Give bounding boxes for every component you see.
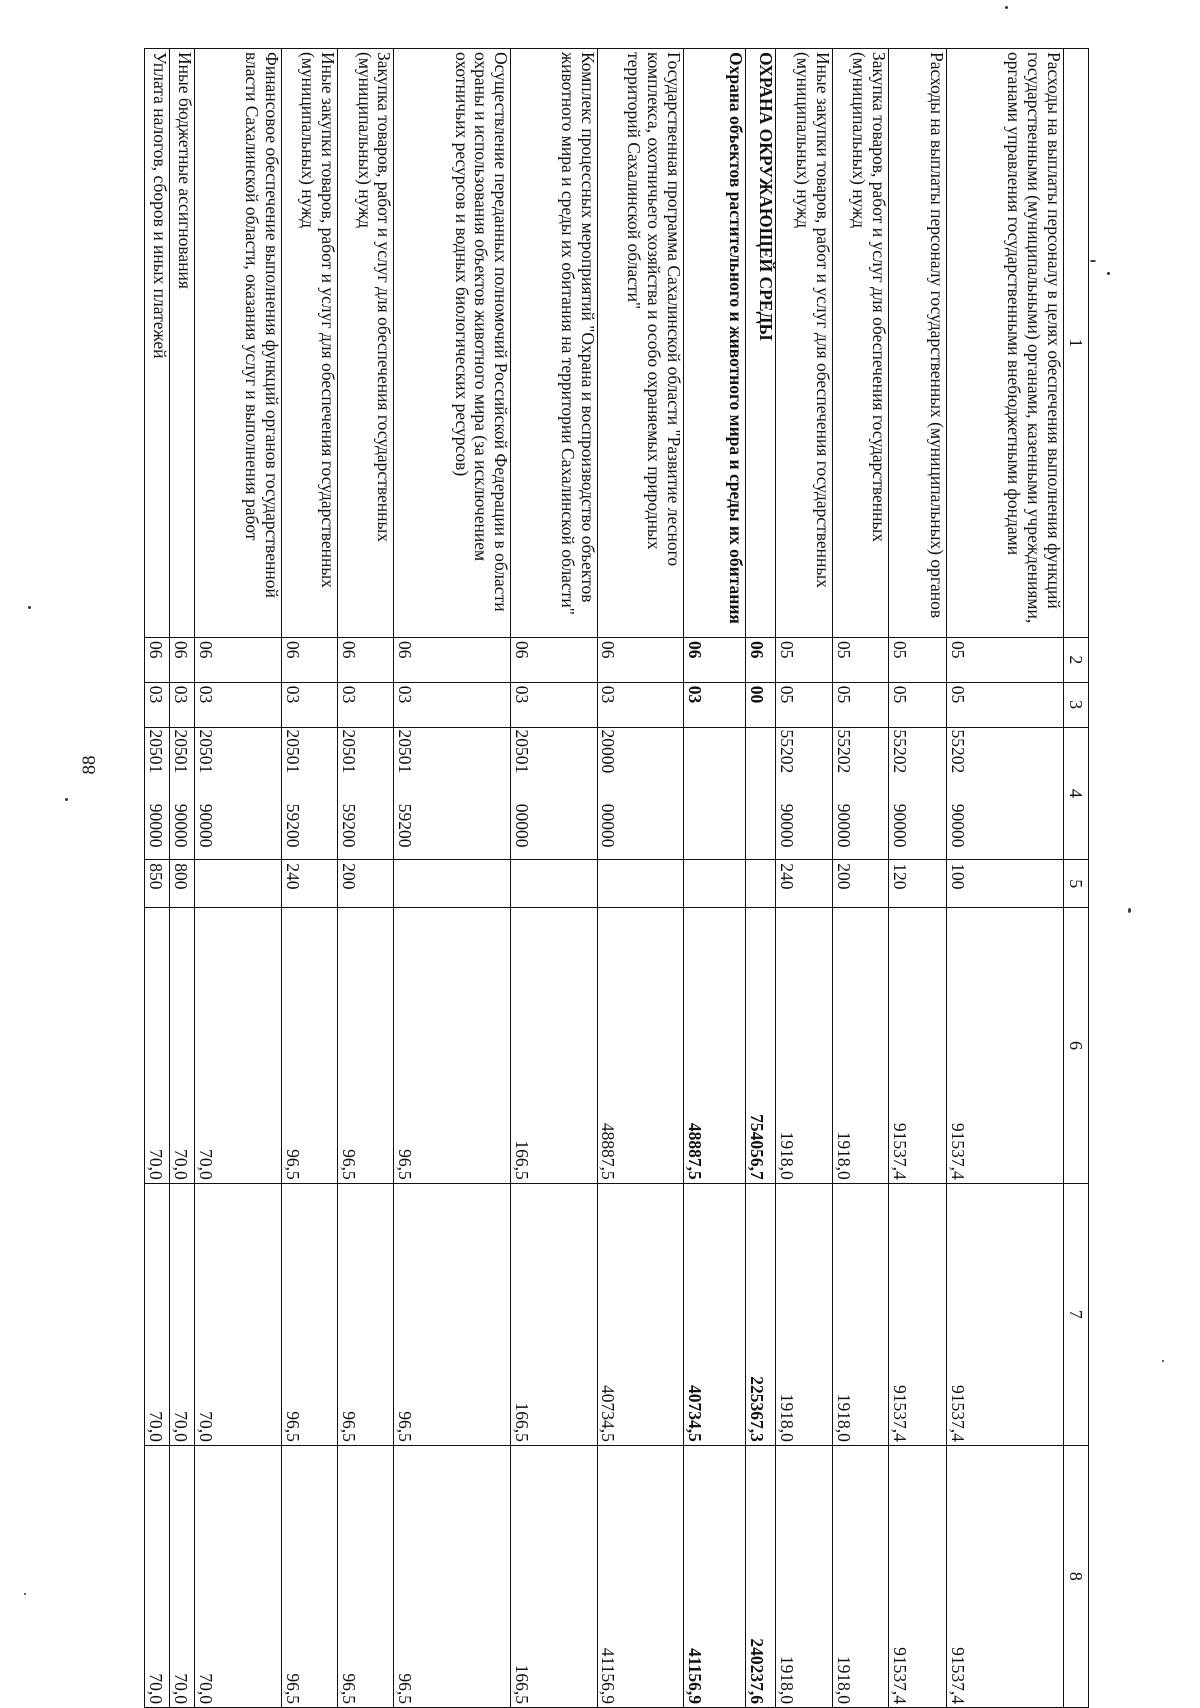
amount-col-7: 225367,3 xyxy=(746,1183,776,1445)
subsection-code: 05 xyxy=(832,682,888,727)
amount-col-7: 1918,0 xyxy=(776,1183,832,1445)
amount-col-8: 70,0 xyxy=(170,1445,195,1707)
subsection-code: 00 xyxy=(746,682,776,727)
direction-code: 90000 xyxy=(171,803,191,848)
row-name: Осуществление переданных полномочий Российской Федерации в области охраны и использования объектов животного мира (за исключением охотничьих ресурсов и водных биологических ресурсов) xyxy=(394,49,511,638)
column-header: 6 xyxy=(1064,908,1089,1183)
target-article-code xyxy=(597,727,683,860)
amount-col-8: 96,5 xyxy=(338,1445,394,1707)
direction-code: 90000 xyxy=(777,803,798,848)
table-row xyxy=(281,49,337,1708)
table-row xyxy=(511,49,597,1708)
amount-col-7: 70,0 xyxy=(170,1183,195,1445)
amount-col-8: 96,5 xyxy=(394,1445,511,1707)
expense-type-code xyxy=(597,860,683,908)
target-article-code xyxy=(746,727,776,860)
target-article-code xyxy=(776,727,832,860)
program-code: 20501 xyxy=(196,729,217,774)
target-article-code xyxy=(394,727,511,860)
row-name: Финансовое обеспечение выполнения функций органов государственной власти Сахалинской области, оказания услуг и выполнения работ xyxy=(195,49,281,638)
column-header: 1 xyxy=(1064,49,1089,638)
section-code: 06 xyxy=(145,637,170,682)
amount-col-6: 754056,7 xyxy=(746,908,776,1183)
row-name: Расходы на выплаты персоналу государственных (муниципальных) органов xyxy=(889,49,947,638)
amount-col-6: 96,5 xyxy=(338,908,394,1183)
page-number: 88 xyxy=(79,755,100,775)
scan-speck xyxy=(1090,260,1096,262)
amount-col-7: 96,5 xyxy=(281,1183,337,1445)
amount-col-8: 91537,4 xyxy=(947,1445,1064,1707)
section-code: 06 xyxy=(394,637,511,682)
section-code: 05 xyxy=(889,637,947,682)
subsection-code: 03 xyxy=(511,682,597,727)
column-header: 5 xyxy=(1064,860,1089,908)
direction-code: 90000 xyxy=(145,803,166,848)
row-name: Иные бюджетные ассигнования xyxy=(170,49,195,638)
subsection-code: 05 xyxy=(889,682,947,727)
amount-col-8: 41156,9 xyxy=(683,1445,745,1707)
target-article-code xyxy=(889,727,947,860)
target-article-code xyxy=(170,727,195,860)
table-row xyxy=(776,49,832,1708)
section-code: 06 xyxy=(281,637,337,682)
amount-col-6: 48887,5 xyxy=(683,908,745,1183)
table-row xyxy=(338,49,394,1708)
program-code: 20501 xyxy=(511,729,532,774)
subsection-code: 03 xyxy=(170,682,195,727)
scan-speck xyxy=(1107,272,1110,275)
amount-col-8: 70,0 xyxy=(145,1445,170,1707)
amount-col-8: 91537,4 xyxy=(889,1445,947,1707)
section-code: 06 xyxy=(338,637,394,682)
section-code: 06 xyxy=(683,637,745,682)
row-name: Иные закупки товаров, работ и услуг для обеспечения государственных (муниципальных) нужд xyxy=(776,49,832,638)
program-code: 55202 xyxy=(833,729,854,774)
subsection-code: 03 xyxy=(394,682,511,727)
target-article-code xyxy=(145,727,170,860)
program-code: 20501 xyxy=(338,729,359,774)
target-article-code xyxy=(683,727,745,860)
scan-speck xyxy=(1005,6,1008,9)
column-header: 8 xyxy=(1064,1445,1089,1707)
row-name: Закупка товаров, работ и услуг для обеспечения государственных (муниципальных) нужд xyxy=(338,49,394,638)
amount-col-6: 1918,0 xyxy=(776,908,832,1183)
direction-code: 90000 xyxy=(196,803,217,848)
column-header: 7 xyxy=(1064,1183,1089,1445)
expense-type-code: 240 xyxy=(776,860,832,908)
program-code: 55202 xyxy=(777,729,798,774)
expense-type-code xyxy=(511,860,597,908)
amount-col-8: 41156,9 xyxy=(597,1445,683,1707)
section-code: 05 xyxy=(947,637,1064,682)
scan-speck xyxy=(65,798,68,801)
amount-col-6: 166,5 xyxy=(511,908,597,1183)
amount-col-8: 240237,6 xyxy=(746,1445,776,1707)
program-code: 55202 xyxy=(889,729,910,774)
amount-col-6: 96,5 xyxy=(394,908,511,1183)
amount-col-7: 91537,4 xyxy=(889,1183,947,1445)
amount-col-7: 1918,0 xyxy=(832,1183,888,1445)
table-row xyxy=(889,49,947,1708)
scan-speck xyxy=(1128,908,1131,913)
target-article-code xyxy=(947,727,1064,860)
table-row xyxy=(683,49,745,1708)
section-code: 06 xyxy=(170,637,195,682)
expense-type-code xyxy=(683,860,745,908)
amount-col-6: 91537,4 xyxy=(889,908,947,1183)
section-code: 06 xyxy=(195,637,281,682)
column-header: 4 xyxy=(1064,727,1089,860)
section-code: 05 xyxy=(832,637,888,682)
subsection-code: 03 xyxy=(281,682,337,727)
amount-col-8: 1918,0 xyxy=(832,1445,888,1707)
expense-type-code: 200 xyxy=(832,860,888,908)
column-header: 2 xyxy=(1064,637,1089,682)
row-name: ОХРАНА ОКРУЖАЮЩЕЙ СРЕДЫ xyxy=(746,49,776,638)
row-name: Расходы на выплаты персоналу в целях обеспечения выполнения функций государственными (муниципальными) органами, казенными учреждениями, органами управления государственными внебюджетными фондами xyxy=(947,49,1064,638)
amount-col-8: 166,5 xyxy=(511,1445,597,1707)
scan-speck xyxy=(24,1593,26,1595)
direction-code: 90000 xyxy=(833,803,854,848)
subsection-code: 05 xyxy=(947,682,1064,727)
subsection-code: 03 xyxy=(683,682,745,727)
program-code: 20501 xyxy=(171,729,191,774)
header-row xyxy=(1064,49,1089,1708)
amount-col-7: 70,0 xyxy=(145,1183,170,1445)
expense-type-code: 100 xyxy=(947,860,1064,908)
subsection-code: 03 xyxy=(338,682,394,727)
amount-col-6: 91537,4 xyxy=(947,908,1064,1183)
row-name: Уплата налогов, сборов и иных платежей xyxy=(145,49,170,638)
target-article-code xyxy=(511,727,597,860)
subsection-code: 05 xyxy=(776,682,832,727)
amount-col-6: 70,0 xyxy=(195,908,281,1183)
amount-col-6: 70,0 xyxy=(145,908,170,1183)
budget-table xyxy=(144,48,1089,1708)
amount-col-8: 96,5 xyxy=(281,1445,337,1707)
program-code: 55202 xyxy=(948,729,969,774)
amount-col-7: 91537,4 xyxy=(947,1183,1064,1445)
target-article-code xyxy=(338,727,394,860)
expense-type-code: 120 xyxy=(889,860,947,908)
table-row xyxy=(746,49,776,1708)
expense-type-code xyxy=(195,860,281,908)
table-row xyxy=(145,49,170,1708)
direction-code: 90000 xyxy=(948,803,969,848)
section-code: 06 xyxy=(746,637,776,682)
direction-code: 59200 xyxy=(338,803,359,848)
target-article-code xyxy=(195,727,281,860)
expense-type-code xyxy=(746,860,776,908)
table-row xyxy=(394,49,511,1708)
subsection-code: 03 xyxy=(195,682,281,727)
table-body xyxy=(145,49,1064,1708)
section-code: 06 xyxy=(511,637,597,682)
amount-col-7: 70,0 xyxy=(195,1183,281,1445)
row-name: Закупка товаров, работ и услуг для обеспечения государственных (муниципальных) нужд xyxy=(832,49,888,638)
amount-col-7: 40734,5 xyxy=(683,1183,745,1445)
amount-col-6: 1918,0 xyxy=(832,908,888,1183)
amount-col-7: 96,5 xyxy=(394,1183,511,1445)
amount-col-7: 166,5 xyxy=(511,1183,597,1445)
amount-col-6: 70,0 xyxy=(170,908,195,1183)
scan-speck xyxy=(28,606,31,609)
amount-col-6: 48887,5 xyxy=(597,908,683,1183)
table-row xyxy=(832,49,888,1708)
amount-col-7: 40734,5 xyxy=(597,1183,683,1445)
target-article-code xyxy=(281,727,337,860)
budget-table-rotated xyxy=(144,48,1089,1708)
direction-code: 90000 xyxy=(889,803,910,848)
amount-col-7: 96,5 xyxy=(338,1183,394,1445)
expense-type-code: 240 xyxy=(281,860,337,908)
program-code: 20501 xyxy=(395,729,416,774)
section-code: 05 xyxy=(776,637,832,682)
row-name: Иные закупки товаров, работ и услуг для обеспечения государственных (муниципальных) нужд xyxy=(281,49,337,638)
program-code: 20501 xyxy=(282,729,303,774)
table-row xyxy=(195,49,281,1708)
target-article-code xyxy=(832,727,888,860)
expense-type-code: 200 xyxy=(338,860,394,908)
row-name: Государственная программа Сахалинской области "Развитие лесного комплекса, охотничьего хозяйства и особо охраняемых природных территорий Сахалинской области" xyxy=(597,49,683,638)
section-code: 06 xyxy=(597,637,683,682)
amount-col-6: 96,5 xyxy=(281,908,337,1183)
row-name: Комплекс процессных мероприятий "Охрана и воспроизводство объектов животного мира и среды их обитания на территории Сахалинской области" xyxy=(511,49,597,638)
expense-type-code xyxy=(394,860,511,908)
expense-type-code: 800 xyxy=(170,860,195,908)
amount-col-8: 70,0 xyxy=(195,1445,281,1707)
subsection-code: 03 xyxy=(597,682,683,727)
scan-speck xyxy=(1162,1360,1164,1362)
direction-code: 59200 xyxy=(282,803,303,848)
direction-code: 59200 xyxy=(395,803,416,848)
row-name: Охрана объектов растительного и животного мира и среды их обитания xyxy=(683,49,745,638)
column-header: 3 xyxy=(1064,682,1089,727)
direction-code: 00000 xyxy=(511,803,532,848)
amount-col-8: 1918,0 xyxy=(776,1445,832,1707)
program-code: 20501 xyxy=(145,729,166,774)
table-header xyxy=(1064,49,1089,1708)
direction-code: 00000 xyxy=(598,803,619,848)
table-row xyxy=(597,49,683,1708)
table-row xyxy=(947,49,1064,1708)
program-code: 20000 xyxy=(598,729,619,774)
subsection-code: 03 xyxy=(145,682,170,727)
expense-type-code: 850 xyxy=(145,860,170,908)
table-row xyxy=(170,49,195,1708)
